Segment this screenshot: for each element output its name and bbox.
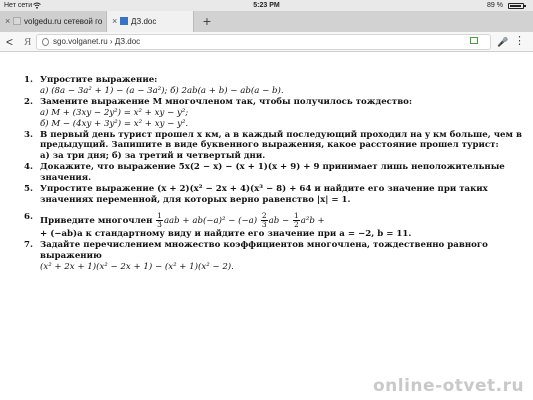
- url-text: sgo.volganet.ru › ДЗ.doc: [53, 37, 141, 46]
- problem-6: 6. Приведите многочлен $\frac{1}{3}$ aab + ab(−a)² − (−a) $\frac{2}{3}$ ab − $\frac{1}{2}$ a²b + + (−ab)a к стандартному виду и найдите его значение при a = −2, b = 11.: [24, 210, 412, 239]
- tab-bar: [0, 11, 533, 32]
- watermark: online-otvet.ru: [373, 376, 525, 396]
- fraction: $\frac{2}{3}$: [261, 210, 267, 229]
- yandex-logo[interactable]: Я: [24, 36, 32, 48]
- site-info-icon[interactable]: [42, 38, 49, 46]
- problem-5: 5. Упростите выражение (x + 2)(x² − 2x + 4)(x³ − 8) + 64 и найдите его значение при таких значениях переменной, для которых верно равенство |x| = 1.: [24, 184, 488, 205]
- tab-dz-doc[interactable]: [106, 11, 194, 32]
- address-bar: [0, 32, 533, 52]
- microphone-icon[interactable]: 🎤: [497, 37, 509, 47]
- status-bar: [0, 0, 533, 11]
- back-button[interactable]: <: [6, 35, 14, 49]
- tab-volgedu[interactable]: [0, 11, 105, 32]
- document-viewer: [0, 53, 533, 400]
- close-tab-icon[interactable]: ×: [5, 16, 11, 26]
- secure-icon[interactable]: [470, 37, 478, 44]
- document-page: [24, 75, 529, 273]
- problem-4: 4. Докажите, что выражение 5x(2 − x) − (x + 1)(x + 9) + 9 принимает лишь неположительные значения.: [24, 162, 505, 184]
- fraction: $\frac{1}{2}$: [293, 210, 299, 229]
- battery-percent: 89 %: [487, 2, 503, 9]
- fraction: $\frac{1}{3}$: [157, 210, 162, 229]
- doc-favicon-icon: [120, 17, 128, 25]
- problem-1: 1. Упростите выражение: а) (8a − 3a² + 1) − (a − 3a²); б) 2ab(a + b) − ab(a − b).: [24, 75, 284, 96]
- problem-7: 7. Задайте перечислением множество коэффициентов многочлена, тождественно равного выражению (x² + 2x + 1)(x² − 2x + 1) − (x² + 1)(x² − 2).: [24, 239, 488, 272]
- url-field[interactable]: [36, 34, 491, 50]
- carrier-label: Нет сети: [4, 2, 33, 9]
- problem-2: 2. Замените выражение M многочленом так, чтобы получилось тождество: а) M + (3xy − 2y²) = x² + xy − y²; б) M − (4xy + 3y²) = x² + xy − y².: [24, 96, 413, 129]
- problem-3: 3. В первый день турист прошел x км, а в каждый последующий проходил на y км больше, чем в предыдущий. Запишите в виде буквенного выражения, какое расстояние прошел турист: а) за три дня; б) за третий и четвертый дни.: [24, 129, 522, 162]
- menu-icon[interactable]: ⋮: [514, 35, 525, 47]
- tab-label: volgedu.ru сетевой го: [24, 17, 103, 26]
- tab-label: ДЗ.doc: [131, 17, 157, 26]
- new-tab-button[interactable]: +: [202, 13, 212, 29]
- clock-label: 5:23 PM: [253, 2, 280, 9]
- battery-icon: [508, 3, 524, 9]
- close-tab-icon[interactable]: ×: [112, 16, 118, 26]
- favicon-icon: [13, 17, 21, 25]
